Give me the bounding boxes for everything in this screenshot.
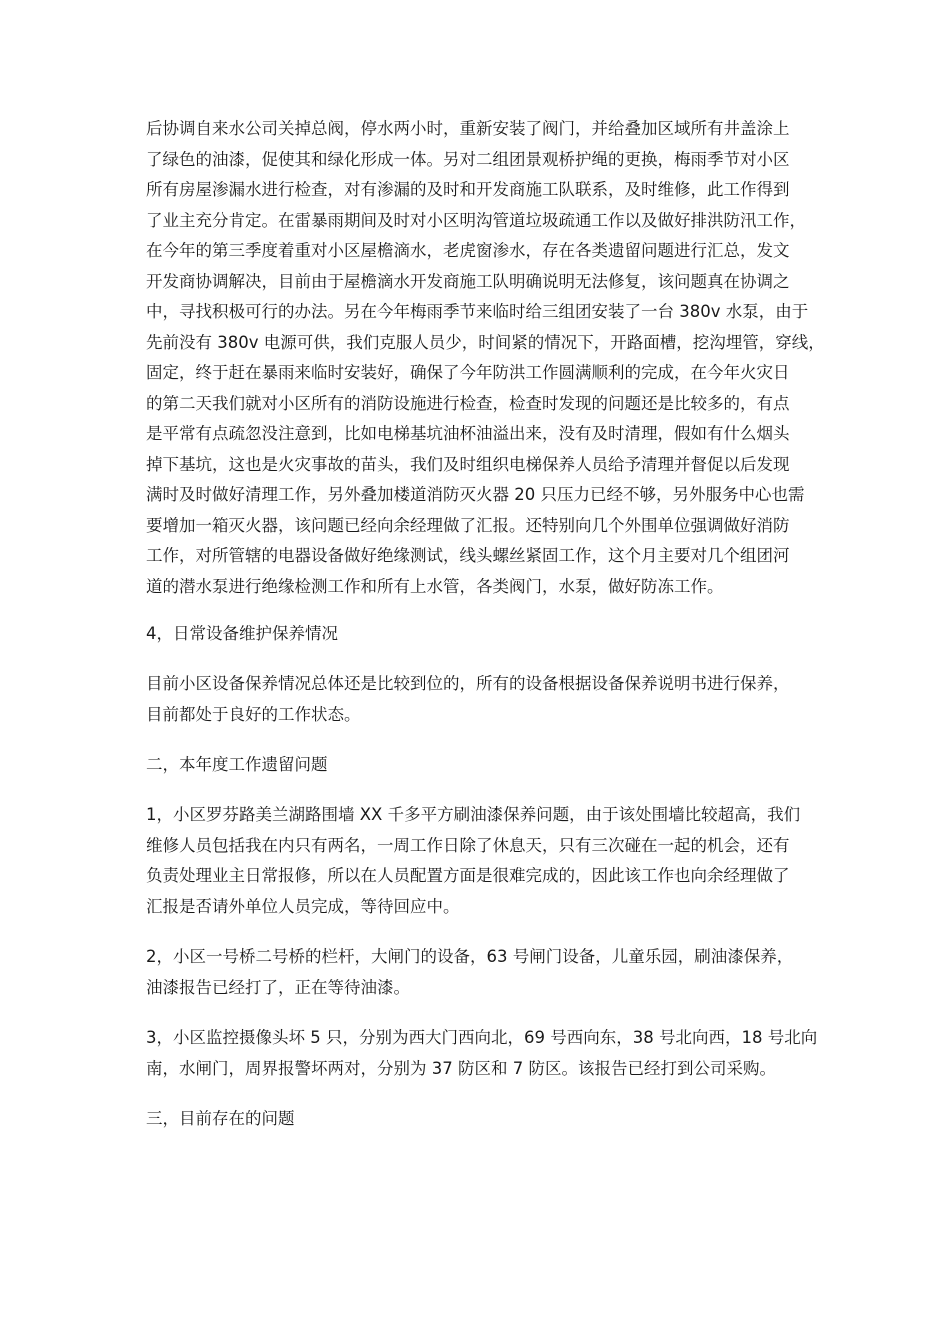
body-paragraph — [146, 800, 822, 922]
text-line: 固定，终于赶在暴雨来临时安装好，确保了今年防洪工作圆满顺利的完成，在今年火灾日 — [146, 363, 790, 382]
text-line: 开发商协调解决，目前由于屋檐滴水开发商施工队明确说明无法修复，该问题真在协调之 — [146, 271, 790, 291]
text-line: 3，小区监控摄像头坏 5 只，分别为西大门西向北，69 号西向东，38 号北向西，18 号北向 — [146, 1028, 818, 1047]
text-line: 目前小区设备保养情况总体还是比较到位的，所有的设备根据设备保养说明书进行保养， — [146, 674, 790, 693]
text-line: 在今年的第三季度着重对小区屋檐滴水，老虎窗渗水，存在各类遗留问题进行汇总，发文 — [146, 241, 790, 260]
text-line: 目前都处于良好的工作状态。 — [146, 704, 361, 724]
text-line: 汇报是否请外单位人员完成，等待回应中。 — [146, 896, 460, 916]
text-line: 掉下基坑，这也是火灾事故的苗头，我们及时组织电梯保养人员给予清理并督促以后发现 — [146, 454, 790, 474]
section-heading: 二，本年度工作遗留问题 — [146, 755, 328, 774]
section-heading: 三，目前存在的问题 — [146, 1109, 295, 1128]
text-line: 的第二天我们就对小区所有的消防设施进行检查，检查时发现的问题还是比较多的，有点 — [146, 393, 790, 413]
text-line: 要增加一箱灭火器，该问题已经向余经理做了汇报。还特别向几个外围单位强调做好消防 — [146, 515, 790, 535]
body-paragraph — [146, 942, 822, 1003]
text-line: 是平常有点疏忽没注意到，比如电梯基坑油杯油溢出来，没有及时清理，假如有什么烟头 — [146, 424, 790, 443]
text-line: 负责处理业主日常报修，所以在人员配置方面是很难完成的，因此该工作也向余经理做了 — [146, 866, 790, 885]
text-line: 满时及时做好清理工作，另外叠加楼道消防灭火器 20 只压力已经不够，另外服务中心也需 — [146, 485, 805, 504]
text-line: 油漆报告已经打了，正在等待油漆。 — [146, 977, 410, 997]
body-paragraph — [146, 114, 825, 602]
document-body — [146, 114, 825, 1134]
section-heading: 4，日常设备维护保养情况 — [146, 624, 338, 643]
text-line: 工作，对所管辖的电器设备做好绝缘测试，线头螺丝紧固工作，这个月主要对几个组团河 — [146, 546, 790, 565]
text-line: 南，水闸门，周界报警坏两对，分别为 37 防区和 7 防区。该报告已经打到公司采购。 — [146, 1058, 776, 1078]
text-line: 道的潜水泵进行绝缘检测工作和所有上水管，各类阀门，水泵，做好防冻工作。 — [146, 576, 724, 596]
text-line: 2，小区一号桥二号桥的栏杆，大闸门的设备，63 号闸门设备，儿童乐园，刷油漆保养， — [146, 947, 794, 966]
text-line: 所有房屋渗漏水进行检查，对有渗漏的及时和开发商施工队联系，及时维修，此工作得到 — [146, 180, 790, 199]
text-line: 了业主充分肯定。在雷暴雨期间及时对小区明沟管道垃圾疏通工作以及做好排洪防汛工作， — [146, 210, 806, 230]
text-line: 后协调自来水公司关掉总阀，停水两小时，重新安装了阀门，并给叠加区域所有井盖涂上 — [146, 119, 790, 138]
text-line: 先前没有 380v 电源可供，我们克服人员少，时间紧的情况下，开路面槽，挖沟埋管，穿线， — [146, 332, 825, 352]
text-line: 维修人员包括我在内只有两名，一周工作日除了休息天，只有三次碰在一起的机会，还有 — [146, 835, 790, 855]
body-paragraph — [146, 1023, 822, 1084]
body-paragraph — [146, 669, 822, 730]
text-line: 中，寻找积极可行的办法。另在今年梅雨季节来临时给三组团安装了一台 380v 水泵，由于 — [146, 302, 809, 321]
text-line: 1，小区罗芬路美兰湖路围墙 XX 千多平方刷油漆保养问题，由于该处围墙比较超高，我们 — [146, 805, 801, 824]
text-line: 了绿色的油漆，促使其和绿化形成一体。另对二组团景观桥护绳的更换，梅雨季节对小区 — [146, 149, 790, 169]
